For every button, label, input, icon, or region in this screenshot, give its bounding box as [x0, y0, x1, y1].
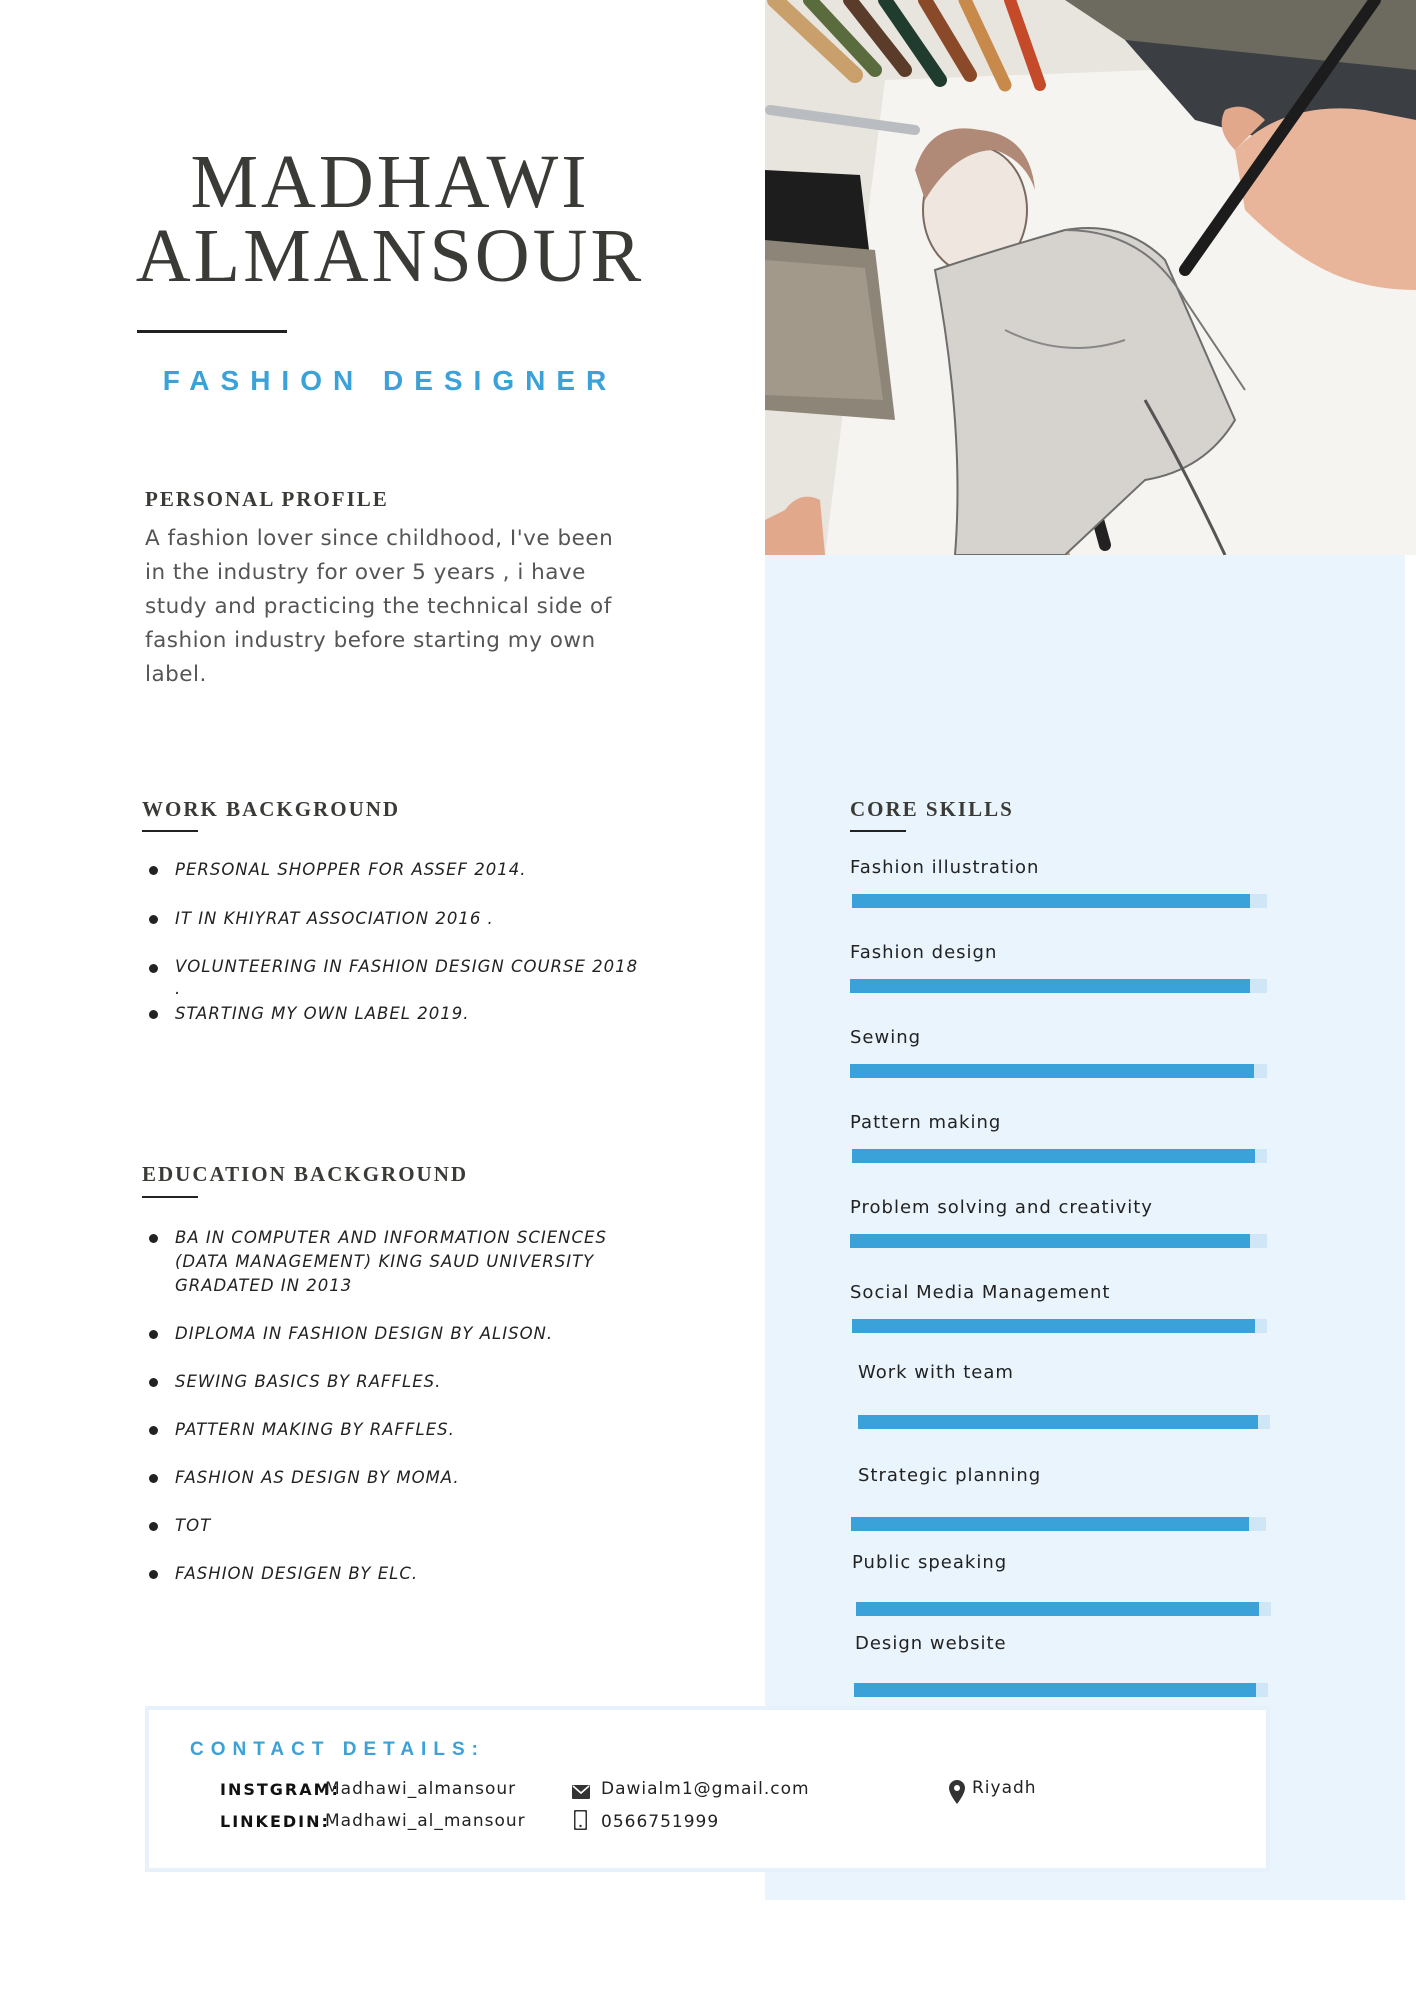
list-item-text: VOLUNTEERING IN FASHION DESIGN COURSE 2018 . [175, 957, 639, 998]
bullet-icon [149, 915, 158, 924]
city: Riyadh [972, 1778, 1037, 1798]
list-item-text: BA IN COMPUTER AND INFORMATION SCIENCES (DATA MANAGEMENT) KING SAUD UNIVERSITY GRADATED IN 2013 [175, 1228, 607, 1295]
list-item-text: DIPLOMA IN FASHION DESIGN BY ALISON. [175, 1324, 554, 1343]
skill-bar [854, 1683, 1268, 1697]
list-item-text: SEWING BASICS BY RAFFLES. [175, 1372, 442, 1391]
skill-bar-fill [852, 1149, 1255, 1163]
skill-bar [851, 1517, 1266, 1531]
skill-label: Sewing [850, 1027, 922, 1048]
skill-bar [852, 894, 1267, 908]
mobile-phone-icon [574, 1810, 587, 1830]
skill-item [850, 1112, 1001, 1133]
list-item-text: IT IN KHIYRAT ASSOCIATION 2016 . [175, 909, 494, 928]
skill-bar [850, 979, 1267, 993]
list-item [145, 956, 645, 1000]
skill-bar [852, 1149, 1267, 1163]
phone-number[interactable]: 0566751999 [601, 1812, 720, 1832]
skill-bar [850, 1234, 1267, 1248]
skill-bar-fill [851, 1517, 1249, 1531]
bullet-icon [149, 1378, 158, 1387]
envelope-icon [572, 1785, 590, 1799]
skill-label: Design website [855, 1633, 1007, 1654]
list-item [145, 1002, 645, 1026]
list-item-text: STARTING MY OWN LABEL 2019. [175, 1004, 470, 1023]
bullet-icon [149, 1010, 158, 1019]
bullet-icon [149, 964, 158, 973]
skill-item [850, 1282, 1110, 1303]
education-list [145, 1226, 615, 1586]
bullet-icon [149, 1570, 158, 1579]
linkedin-handle[interactable]: Madhawi_al_mansour [325, 1811, 526, 1831]
profile-text: A fashion lover since childhood, I've been in the industry for over 5 years , i have study and practicing the technical side of fashion industry before starting my own label. [145, 526, 614, 687]
skill-item [858, 1362, 1014, 1383]
skill-label: Pattern making [850, 1112, 1002, 1133]
list-item-text: FASHION DESIGEN BY ELC. [175, 1564, 419, 1583]
email-address[interactable]: Dawialm1@gmail.com [601, 1779, 810, 1799]
bullet-icon [149, 1522, 158, 1531]
skill-item [850, 857, 1039, 878]
instagram-handle[interactable]: Madhawi_almansour [325, 1779, 517, 1799]
skill-bar [852, 1319, 1267, 1333]
skill-label: Strategic planning [858, 1465, 1042, 1486]
skill-label: Fashion illustration [850, 857, 1040, 878]
contact-heading: CONTACT DETAILS: [190, 1739, 485, 1760]
skill-item [850, 1197, 1153, 1218]
list-item [145, 1562, 615, 1586]
skill-item [858, 1465, 1041, 1486]
list-item-text: FASHION AS DESIGN BY MOMA. [175, 1468, 460, 1487]
candidate-name [90, 140, 690, 298]
skill-item [852, 1552, 1007, 1573]
list-item [145, 907, 645, 931]
profile-heading: PERSONAL PROFILE [145, 487, 389, 511]
fashion-sketch-illustration [765, 0, 1416, 555]
skill-bar-fill [852, 1319, 1255, 1333]
list-item-text: PERSONAL SHOPPER FOR ASSEF 2014. [175, 860, 527, 879]
skill-bar [858, 1415, 1270, 1429]
work-heading-underline [142, 830, 198, 832]
bullet-icon [149, 1474, 158, 1483]
bullet-icon [149, 866, 158, 875]
work-heading: WORK BACKGROUND [142, 797, 401, 821]
list-item-text: TOT [175, 1516, 212, 1535]
education-heading-underline [142, 1196, 198, 1198]
skill-bar [850, 1064, 1267, 1078]
skill-label: Work with team [858, 1362, 1014, 1383]
bullet-icon [149, 1234, 158, 1243]
hero-fashion-sketch-image [765, 0, 1416, 555]
job-title: FASHION DESIGNER [162, 365, 618, 396]
bullet-icon [149, 1426, 158, 1435]
skill-label: Fashion design [850, 942, 998, 963]
skill-bar-fill [850, 1064, 1254, 1078]
map-pin-icon [949, 1780, 965, 1804]
skill-bar-fill [852, 894, 1250, 908]
name-divider [137, 330, 287, 333]
skill-item [850, 1027, 921, 1048]
skill-bar-fill [850, 1234, 1250, 1248]
skills-panel-background [765, 555, 1405, 1900]
name-line-1: MADHAWI [190, 140, 590, 224]
skill-bar-fill [858, 1415, 1258, 1429]
list-item [145, 1466, 615, 1490]
list-item [145, 1226, 615, 1298]
skill-item [850, 942, 997, 963]
skills-heading: CORE SKILLS [850, 797, 1014, 821]
skill-bar-fill [854, 1683, 1256, 1697]
work-list [145, 858, 645, 1026]
skill-label: Problem solving and creativity [850, 1197, 1153, 1218]
instagram-key: INSTGRAM: [220, 1780, 340, 1799]
list-item-text: PATTERN MAKING BY RAFFLES. [175, 1420, 455, 1439]
skill-bar-fill [850, 979, 1250, 993]
list-item [145, 858, 645, 882]
name-line-2: ALMANSOUR [135, 214, 645, 298]
education-heading: EDUCATION BACKGROUND [142, 1162, 469, 1186]
linkedin-key: LINKEDIN: [220, 1812, 330, 1831]
skill-label: Public speaking [852, 1552, 1008, 1573]
bullet-icon [149, 1330, 158, 1339]
list-item [145, 1418, 615, 1442]
list-item [145, 1322, 615, 1346]
skill-bar [856, 1602, 1271, 1616]
skill-bar-fill [856, 1602, 1259, 1616]
list-item [145, 1514, 615, 1538]
skill-label: Social Media Management [850, 1282, 1111, 1303]
skill-item [855, 1633, 1007, 1654]
skills-heading-underline [850, 830, 906, 832]
list-item [145, 1370, 615, 1394]
